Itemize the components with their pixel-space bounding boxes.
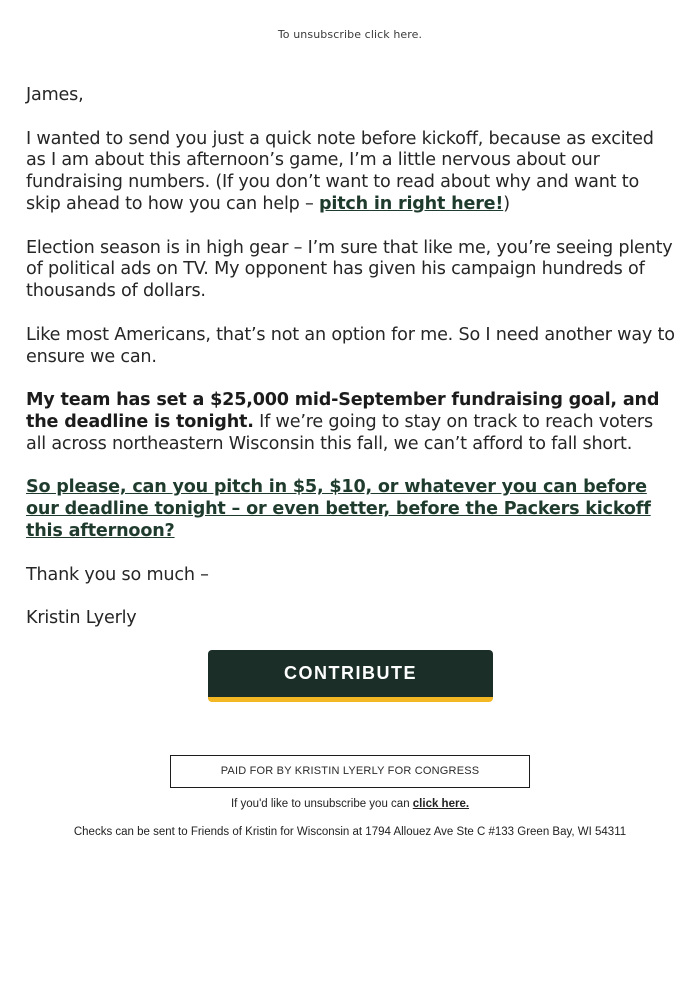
goal-rest-text: If we’re going to stay on track to reach voters all across northeastern Wisconsin this fall, we can’t afford to fall short. xyxy=(26,411,653,454)
goal-bold-text: My team has set a $25,000 mid-September fundraising goal, and the deadline is tonight. xyxy=(26,390,660,432)
paragraph-intro xyxy=(26,129,678,216)
donation-ask-link[interactable]: So please, can you pitch in $5, $10, or whatever you can before our deadline tonight – or even better, before the Packers kickoff this afternoon? xyxy=(26,477,651,541)
email-body xyxy=(26,85,678,652)
footer-unsubscribe xyxy=(0,798,700,810)
thanks-line: Thank you so much – xyxy=(26,564,209,585)
paid-for-disclaimer: PAID FOR BY KRISTIN LYERLY FOR CONGRESS xyxy=(170,755,530,788)
pitch-in-link[interactable]: pitch in right here! xyxy=(318,193,504,214)
cta-container xyxy=(208,650,493,702)
paragraph-option: Like most Americans, that’s not an option for me. So I need another way to ensure we can. xyxy=(26,324,675,367)
header-unsubscribe-link[interactable]: To unsubscribe click here. xyxy=(277,28,423,41)
mailing-address: Checks can be sent to Friends of Kristin for Wisconsin at 1794 Allouez Ave Ste C #133 Green Bay, WI 54311 xyxy=(73,826,627,838)
paragraph-ask xyxy=(26,477,678,542)
footer-unsubscribe-text: If you'd like to unsubscribe you can xyxy=(230,798,413,810)
paragraph-election: Election season is in high gear – I’m sure that like me, you’re seeing plenty of political ads on TV. My opponent has given his campaign hundreds of thousands of dollars. xyxy=(26,237,673,302)
greeting: James, xyxy=(26,85,84,105)
paragraph-goal xyxy=(26,390,678,455)
paragraph-intro-end: ) xyxy=(503,193,510,214)
contribute-button[interactable]: CONTRIBUTE xyxy=(208,650,493,702)
paragraph-intro-text: I wanted to send you just a quick note before kickoff, because as excited as I am about this afternoon’s game, I’m a little nervous about our fundraising numbers. (If you don’t want to read about why and want to skip ahead to how you can help – xyxy=(26,128,654,214)
signature: Kristin Lyerly xyxy=(26,608,137,629)
footer-unsubscribe-link[interactable]: click here. xyxy=(412,798,470,810)
